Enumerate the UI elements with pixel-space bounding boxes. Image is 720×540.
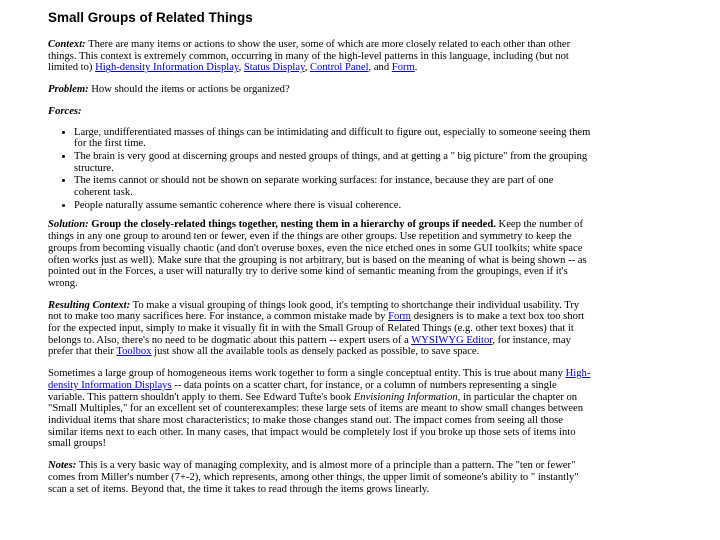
forces-item: • The brain is very good at discerning groups and nested groups of things, and at getting a " big picture" from the grouping structure.: [74, 151, 592, 174]
link-toolbox[interactable]: Toolbox: [116, 346, 152, 358]
context-text-4: , and: [368, 62, 392, 74]
para2-text-1: Sometimes a large group of homogeneous items work together to form a single conceptual entity. This is true about many: [48, 368, 566, 380]
link-status-display[interactable]: Status Display: [243, 62, 305, 74]
homogeneous-items-paragraph: [48, 368, 592, 450]
context-label: Context:: [48, 39, 86, 50]
link-form-2[interactable]: Form: [388, 311, 412, 323]
context-text-5: .: [414, 62, 418, 74]
resulting-context-label: Resulting Context:: [48, 299, 131, 311]
forces-item: • Large, undifferentiated masses of things can be intimidating and difficult to figure out, especially to someone seeing them for the first time.: [74, 127, 592, 150]
link-wysiwyg-editor[interactable]: WYSIWYG Editor: [411, 334, 493, 346]
forces-item: • The items cannot or should not be shown on separate working surfaces: for instance, because they are part of one coherent task.: [74, 175, 592, 198]
problem-label: Problem:: [48, 84, 89, 96]
para2-text-2: -- data points on a scatter chart, for instance, or a column of numbers representing a single variable. This pattern shouldn't apply to them. See Edward Tufte's book: [48, 379, 557, 403]
link-high-density-information-display[interactable]: High-density Information Display: [95, 62, 239, 74]
forces-section: [48, 106, 592, 212]
resulting-text-3: , for instance, may prefer that their: [48, 334, 571, 358]
link-form[interactable]: Form: [391, 62, 415, 74]
para2-text-3: , in particular the chapter on "Small Multiples," for an excellent set of counterexamples: these large sets of items are meant to show small changes between individual items that share most characteristics; to make those changes stand out. The impact comes from seeing all those similar items next to each other. In many cases, that impact would be completely lost if you broke up those sets of items into small groups!: [48, 391, 584, 450]
solution-paragraph: [48, 219, 592, 289]
forces-label: Forces:: [48, 105, 82, 117]
resulting-context-paragraph: [48, 300, 592, 359]
problem-text: How should the items or actions be organized?: [88, 84, 290, 96]
resulting-text-1: To make a visual grouping of things look good, it's tempting to shortchange their individual usability. Try not to make too many sacrifices here. For instance, a common mistake made by: [48, 299, 580, 323]
problem-paragraph: [48, 84, 592, 96]
context-text-2: ,: [238, 62, 244, 74]
notes-paragraph: [48, 460, 592, 495]
resulting-text-2: designers is to make a text box too short for the expected input, simply to make it visually fit in with the Small Group of Related Things (e.g. other text boxes) that it belongs to. Also, there's no need to be dogmatic about this pattern -- expert users of a: [48, 311, 585, 346]
resulting-text-4: just show all the available tools as densely packed as possible, to save space.: [151, 346, 480, 358]
page-title: Small Groups of Related Things: [48, 10, 253, 25]
forces-list: [48, 127, 592, 212]
notes-label: Notes:: [48, 460, 77, 472]
solution-label: Solution:: [48, 219, 89, 231]
forces-item: • People naturally assume semantic coherence where there is visual coherence.: [74, 200, 592, 212]
book-title: Envisioning Information: [353, 391, 458, 403]
context-text-3: ,: [304, 62, 310, 74]
link-control-panel[interactable]: Control Panel: [309, 62, 369, 74]
solution-text: Keep the number of things in any one group to around ten or fewer, even if the things are other groups. Use repetition and symmetry to keep the groups from becoming visually chaotic (and don't overuse boxes, even the nice etched ones in some GUI toolkits; white space often works just as well). Make sure that the grouping is not arbitrary, but is based on the meaning of what is being shown -- as pointed out in the Forces, a user will naturally try to derive some kind of semantic meaning from the groupings, even if it's wrong.: [48, 219, 587, 289]
link-high-density-information-displays[interactable]: High-density Information Displays: [48, 368, 591, 391]
context-text-1: There are many items or actions to show the user, some of which are more closely related to each other than other things. This context is extremely common, occurring in many of the high-level patterns in this language, including (but not limited to): [48, 39, 571, 74]
context-paragraph: [48, 39, 592, 74]
notes-text: This is a very basic way of managing complexity, and is almost more of a principle than a pattern. The "ten or fewer" comes from Miller's number (7+-2), which represents, among other things, the upper limit of someone's ability to " instantly" scan a set of items. Beyond that, the time it takes to read through the items grows linearly.: [48, 460, 579, 495]
solution-summary: Group the closely-related things together, nesting them in a hierarchy of groups if needed.: [88, 219, 496, 231]
